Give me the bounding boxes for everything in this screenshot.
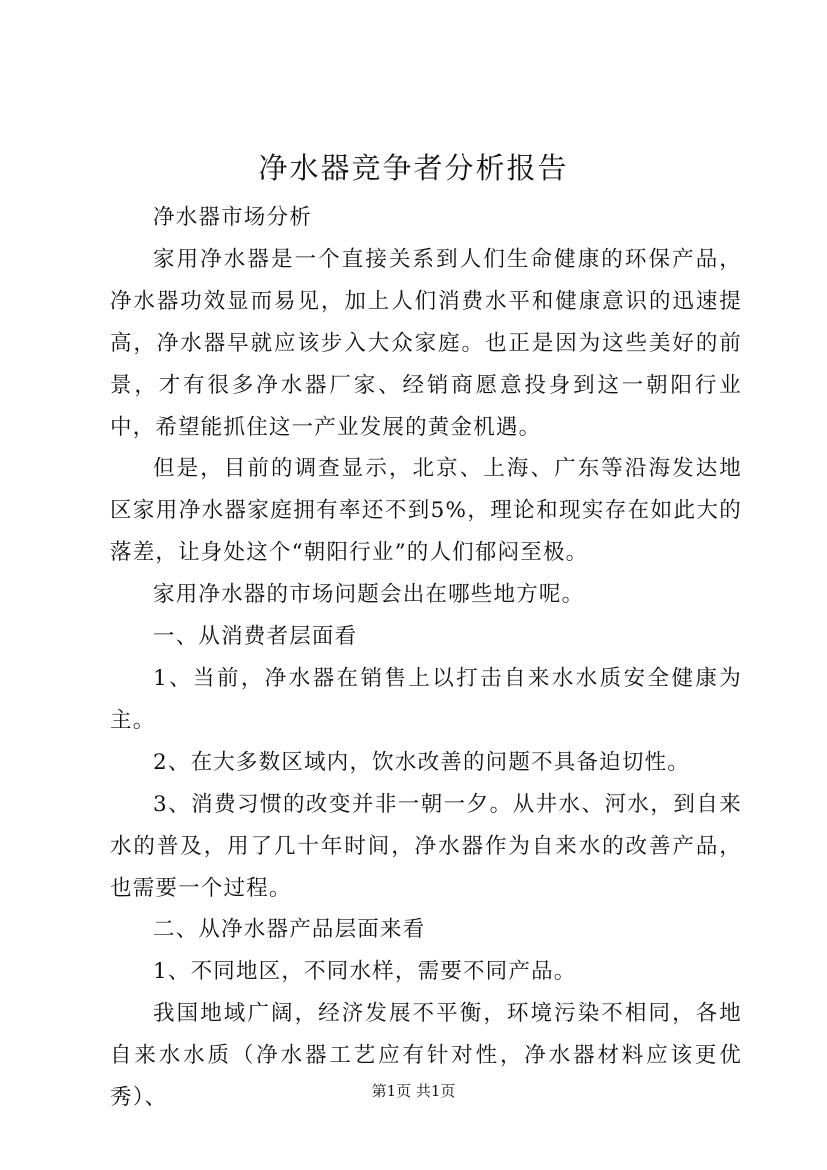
paragraph: 家用净水器是一个直接关系到人们生命健康的环保产品，净水器功效显而易见，加上人们消费水平和健康意识的迅速提高，净水器早就应该步入大众家庭。也正是因为这些美好的前景，才有很多净水器厂家、经销商愿意投身到这一朝阳行业中，希望能抓住这一产业发展的黄金机遇。: [110, 246, 742, 440]
paragraph: 我国地域广阔，经济发展不平衡，环境污染不相同，各地自来水水质（净水器工艺应有针对性，净水器材料应该更优秀）、: [110, 1001, 742, 1111]
document-title: 净水器竞争者分析报告: [258, 151, 569, 185]
paragraph-heading: 二、从净水器产品层面来看: [153, 917, 426, 943]
list-item: 2、在大多数区域内，饮水改善的问题不具备迫切性。: [153, 749, 690, 775]
list-item: 1、不同地区，不同水样，需要不同产品。: [153, 959, 577, 985]
list-item: 1、当前，净水器在销售上以打击自来水水质安全健康为主。: [110, 665, 742, 733]
paragraph: 但是，目前的调查显示，北京、上海、广东等沿海发达地区家用净水器家庭拥有率还不到5%，理论和现实存在如此大的落差，让身处这个“朝阳行业”的人们郁闷至极。: [110, 456, 742, 566]
paragraph-heading: 一、从消费者层面看: [153, 624, 358, 650]
list-item: 3、消费习惯的改变并非一朝一夕。从井水、河水，到自来水的普及，用了几十年时间，净水器作为自来水的改善产品，也需要一个过程。: [110, 791, 742, 901]
paragraph: 家用净水器的市场问题会出在哪些地方呢。: [153, 582, 585, 608]
document-body: [110, 197, 742, 1119]
page-footer: 第1页 共1页: [371, 1082, 456, 1100]
paragraph-section-heading: 净水器市场分析: [153, 205, 312, 230]
